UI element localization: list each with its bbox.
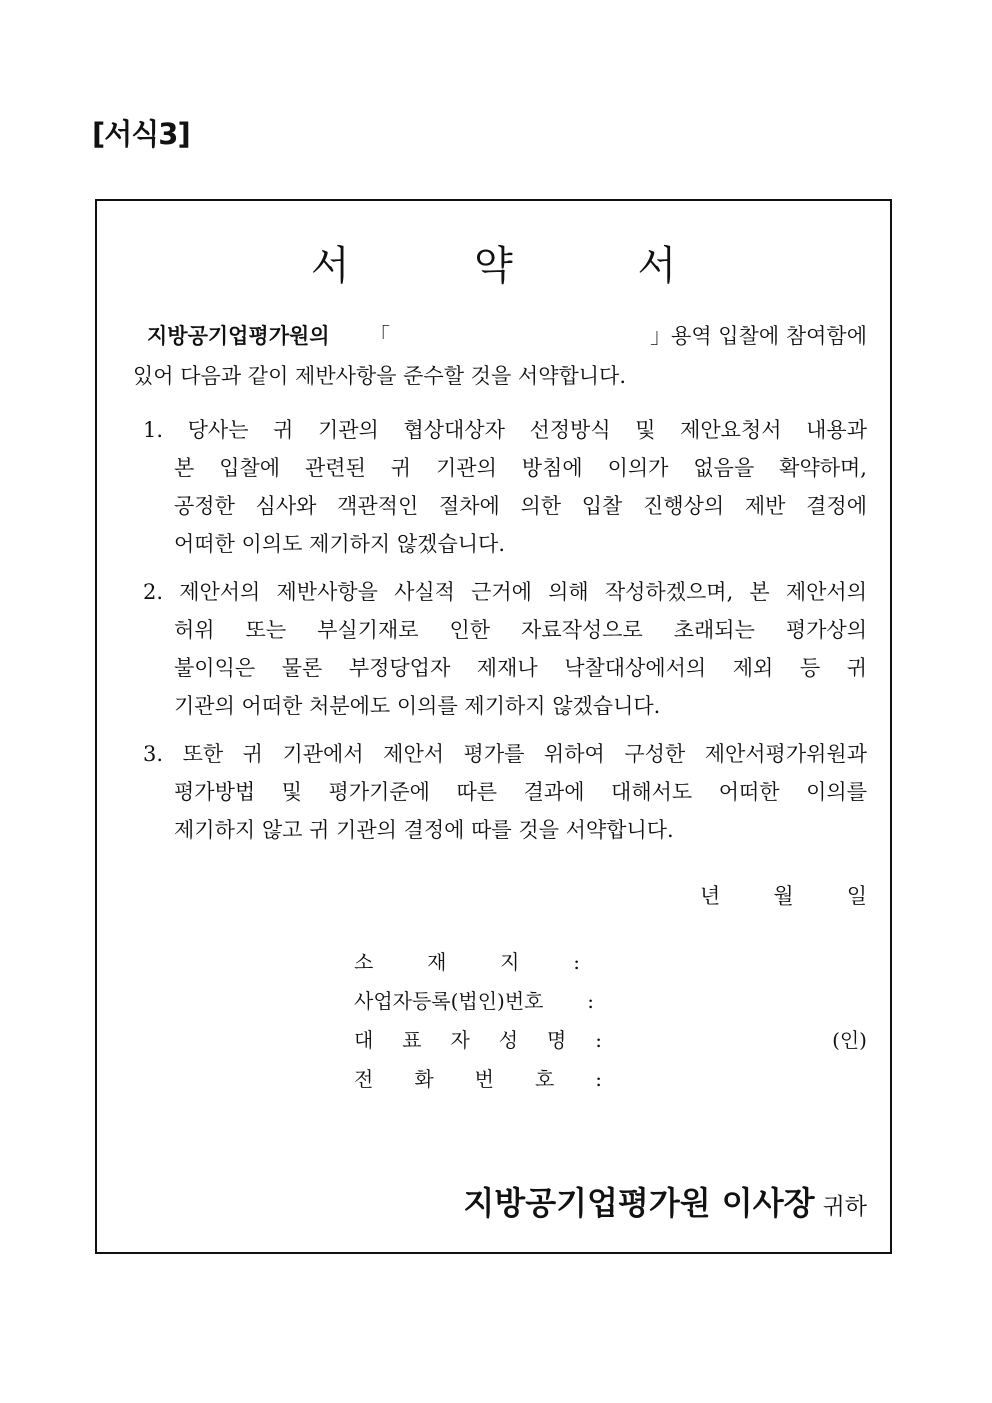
date-day: 일: [846, 884, 867, 908]
clause-line: 어떠한 이의도 제기하지 않겠습니다.: [174, 532, 505, 556]
clause-line: 본 입찰에 관련된 귀 기관의 방침에 이의가 없음을 확약하며,: [174, 456, 867, 480]
document-title: 서 약 서: [310, 243, 733, 289]
representative-label: 대 표 자 성 명 :: [354, 1028, 602, 1052]
clause-line: 3. 또한 귀 기관에서 제안서 평가를 위하여 구성한 제안서평가위원과: [143, 742, 867, 766]
date-year: 년: [700, 884, 721, 908]
clause-line: 공정한 심사와 객관적인 절차에 의한 입찰 진행상의 제반 결정에: [174, 494, 867, 518]
date-month: 월: [773, 884, 794, 908]
intro-line-1-rest: 」용역 입찰에 참여함에: [650, 324, 867, 348]
recipient-name: 지방공기업평가원 이사장: [463, 1184, 815, 1222]
clause-line: 기관의 어떠한 처분에도 이의를 제기하지 않겠습니다.: [174, 694, 661, 718]
recipient-line: [463, 1178, 867, 1224]
clause-line: 2. 제안서의 제반사항을 사실적 근거에 의해 작성하겠으며, 본 제안서의: [143, 580, 867, 604]
address-label: 소 재 지 :: [354, 950, 580, 974]
clause-line: 1. 당사는 귀 기관의 협상대상자 선정방식 및 제안요청서 내용과: [143, 418, 867, 442]
intro-org-name: 지방공기업평가원의: [147, 323, 330, 348]
clause-line: 불이익은 물론 부정당업자 제재나 낙찰대상에서의 제외 등 귀: [174, 656, 867, 680]
clause-line: 허위 또는 부실기재로 인한 자료작성으로 초래되는 평가상의: [174, 618, 867, 642]
form-number-label: [서식3]: [92, 117, 190, 151]
phone-row: [354, 1064, 867, 1094]
business-number-row: [354, 986, 867, 1016]
intro-line-1: [147, 322, 867, 350]
intro-quote-open: 「: [369, 324, 390, 348]
seal-mark: (인): [832, 1028, 867, 1052]
clause-2: [143, 573, 867, 725]
clause-line: 평가방법 및 평가기준에 따른 결과에 대해서도 어떠한 이의를: [174, 780, 868, 804]
phone-label: 전 화 번 호 :: [354, 1067, 602, 1091]
recipient-suffix: 귀하: [822, 1194, 867, 1220]
representative-row: [354, 1025, 867, 1055]
date-line: [700, 880, 867, 910]
address-row: [354, 947, 867, 977]
clause-3: [143, 735, 867, 849]
business-number-label: 사업자등록(법인)번호 :: [354, 989, 594, 1013]
intro-line-2: 있어 다음과 같이 제반사항을 준수할 것을 서약합니다.: [133, 364, 627, 388]
clause-line: 제기하지 않고 귀 기관의 결정에 따를 것을 서약합니다.: [174, 818, 674, 842]
document-frame: [95, 199, 892, 1254]
clause-1: [143, 411, 867, 563]
